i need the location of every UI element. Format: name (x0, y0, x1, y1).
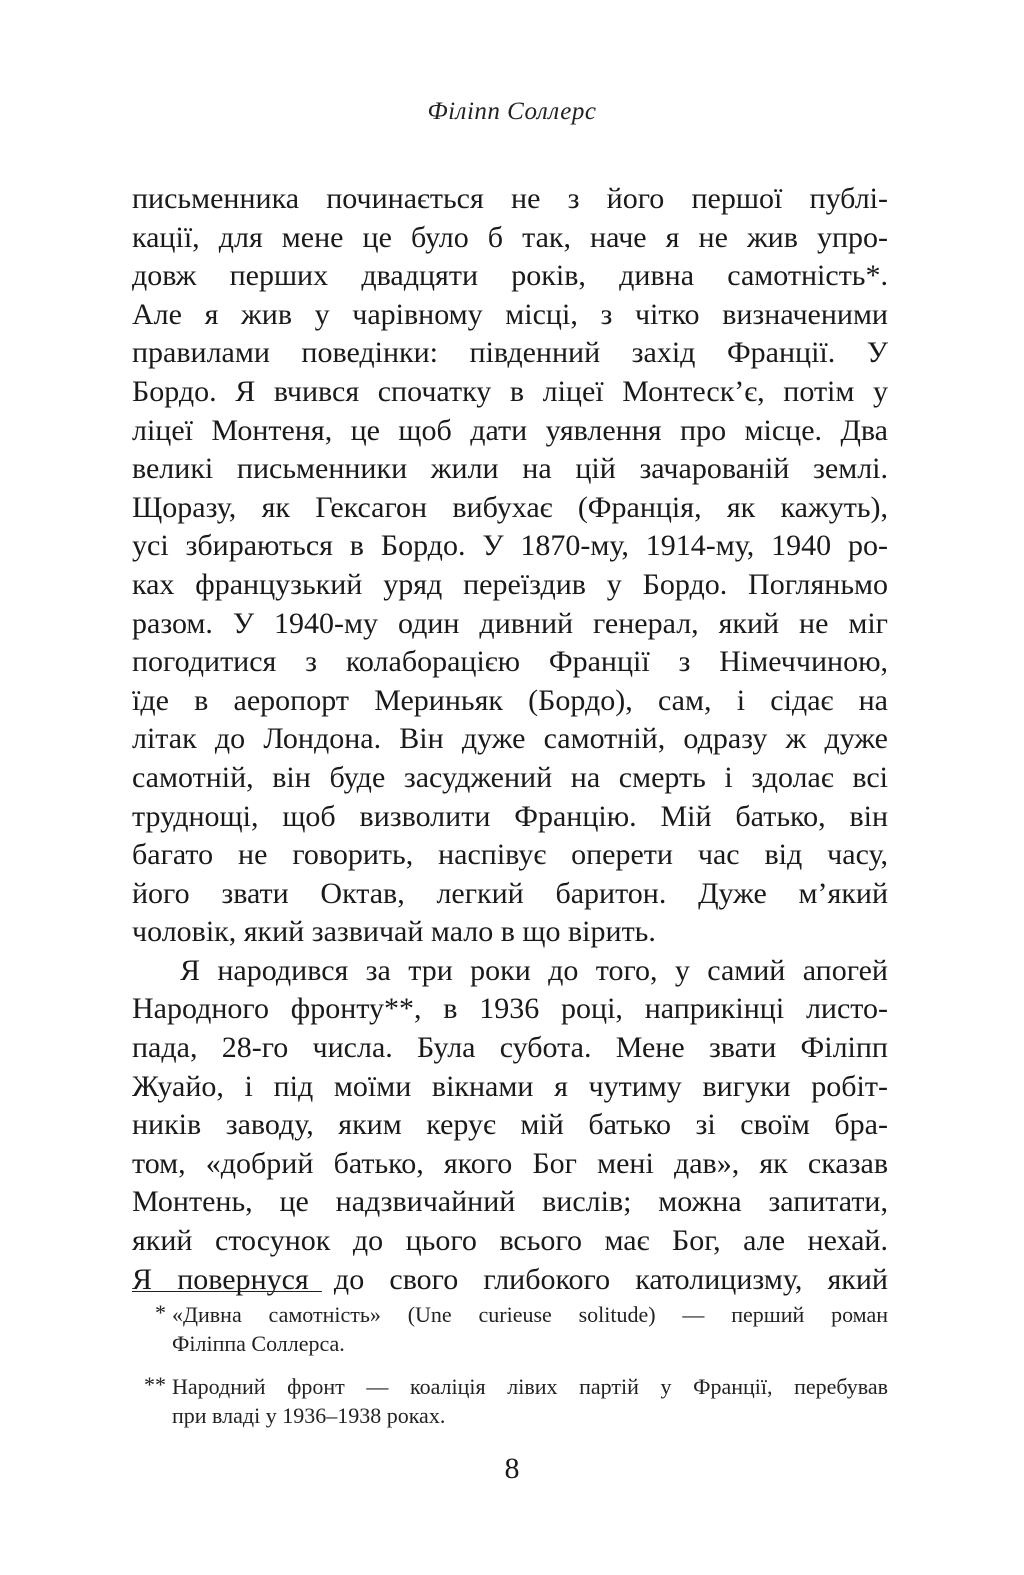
page-number: 8 (504, 1452, 520, 1485)
footnote-line: Народний фронт — коаліція лівих партій у Франції, перебував (172, 1374, 888, 1399)
footnote-line: при владі у 1936–1938 роках. (172, 1403, 446, 1428)
text-line: Жуайо, і під моїми вікнами я чутиму вигуки робіт- (132, 1069, 888, 1103)
footnote-marker: ** (144, 1372, 166, 1397)
text-line: Монтень, це надзвичайний вислів; можна запитати, (132, 1185, 888, 1219)
footnote-2 (132, 1372, 888, 1430)
paragraph-start-line: Я народився за три роки до того, у самий апогей (180, 953, 888, 987)
text-line: погодитися з колаборацією Франції з Німеччиною, (132, 645, 888, 679)
paragraph-end-line: чоловік, який зазвичай мало в що вірить. (132, 915, 656, 949)
text-line: літак до Лондона. Він дуже самотній, одразу ж дуже (132, 722, 888, 756)
footnote-line: «Дивна самотність» (Une curieuse solitude) — перший роман (172, 1302, 888, 1327)
text-line: який стосунок до цього всього має Бог, але нехай. (132, 1224, 888, 1258)
text-line: труднощі, щоб визволити Францію. Мій батько, він (132, 799, 888, 833)
text-line: пада, 28-го числа. Була субота. Мене звати Філіпп (132, 1031, 888, 1065)
running-header-author: Філіпп Соллерс (427, 98, 597, 125)
text-line: великі письменники жили на цій зачарованій землі. (132, 452, 888, 486)
text-line: кації, для мене це було б так, наче я не жив упро- (132, 220, 888, 254)
text-line: Бордо. Я вчився спочатку в ліцеї Монтеск’є, потім у (132, 374, 888, 408)
text-line: ліцеї Монтеня, це щоб дати уявлення про місце. Два (132, 413, 888, 447)
text-line: письменника починається не з його першої публі- (132, 182, 888, 215)
text-line: разом. У 1940-му один дивний генерал, який не міг (132, 606, 888, 640)
text-line: правилами поведінки: південний захід Франції. У (132, 336, 888, 370)
text-line: Щоразу, як Гексагон вибухає (Франція, як кажуть), (132, 490, 888, 524)
text-line: Народного фронту**, в 1936 році, наприкінці листо- (132, 992, 888, 1026)
text-line: самотній, він буде засуджений на смерть і здолає всі (132, 760, 888, 794)
text-line: багато не говорить, наспівує оперети час від часу, (132, 838, 888, 872)
footnotes (132, 1300, 888, 1444)
text-line: Я повернуся до свого глибокого католицизму, який (132, 1262, 888, 1296)
footnote-1 (132, 1300, 888, 1358)
text-line: його звати Октав, легкий баритон. Дуже м’який (132, 876, 888, 910)
text-line: ників заводу, яким керує мій батько зі своїм бра- (132, 1108, 888, 1142)
text-line: том, «добрий батько, якого Бог мені дав», як сказав (132, 1146, 888, 1180)
footnote-line: Філіппа Соллерса. (172, 1331, 345, 1356)
text-line: Але я жив у чарівному місці, з чітко визначеними (132, 297, 888, 331)
text-line: усі збираються в Бордо. У 1870-му, 1914-му, 1940 ро- (132, 529, 888, 563)
text-line: їде в аеропорт Мериньяк (Бордо), сам, і сідає на (132, 683, 888, 717)
text-line: довж перших двадцяти років, дивна самотність*. (132, 259, 888, 293)
footnote-separator (132, 1291, 322, 1292)
body-text (132, 180, 888, 1299)
footnote-marker: * (155, 1300, 166, 1325)
text-line: ках французький уряд переїздив у Бордо. Погляньмо (132, 567, 888, 601)
